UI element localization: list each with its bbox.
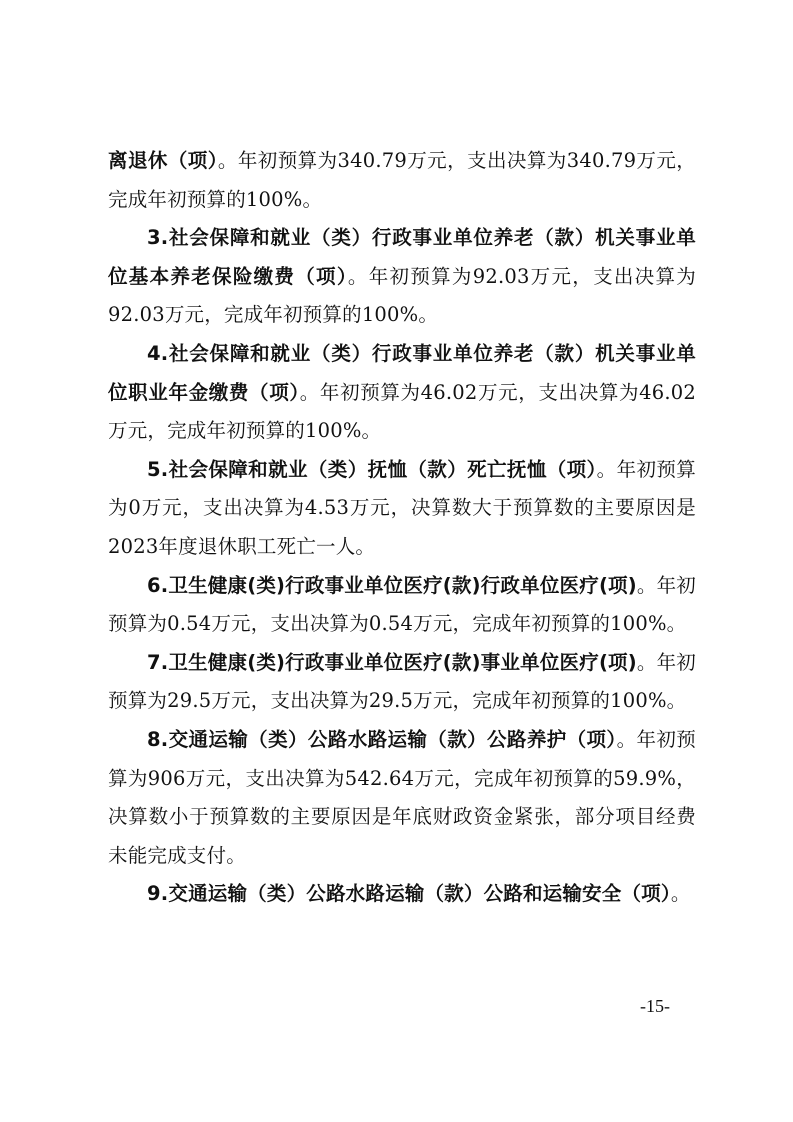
paragraph-text: 。年初预算为46.02万元，支出决算为46.02万元，完成年初预算的100%。 [108, 380, 696, 443]
paragraph-text: 。年初预算为92.03万元，支出决算为92.03万元，完成年初预算的100%。 [108, 264, 696, 327]
paragraph-item-4 [108, 335, 696, 451]
paragraph-text: 。年初预算为906万元，支出决算为542.64万元，完成年初预算的59.9%，决算数小于预算数的主要原因是年底财政资金紧张，部分项目经费未能完成支付。 [108, 727, 696, 867]
page-number: -15- [640, 996, 670, 1016]
paragraph-heading: 9.交通运输（类）公路水路运输（款）公路和运输安全（项） [147, 882, 671, 906]
paragraph-text: 。年初预算为0万元，支出决算为4.53万元，决算数大于预算数的主要原因是2023年度退休职工死亡一人。 [108, 457, 696, 558]
paragraph-heading: 4.社会保障和就业（类）行政事业单位养老（款）机关事业单位职业年金缴费（项） [108, 341, 696, 404]
document-body [108, 142, 696, 914]
paragraph-heading: 8.交通运输（类）公路水路运输（款）公路养护（项） [147, 727, 617, 751]
paragraph-item-6 [108, 567, 696, 644]
paragraph-item-9 [108, 875, 696, 914]
paragraph-text: 。年初预算为340.79万元，支出决算为340.79万元，完成年初预算的100%。 [108, 149, 697, 211]
paragraph-heading: 7.卫生健康(类)行政事业单位医疗(款)事业单位医疗(项) [147, 650, 637, 674]
paragraph-heading: 6.卫生健康(类)行政事业单位医疗(款)行政单位医疗(项) [147, 573, 637, 597]
paragraph-text: 。年初预算为0.54万元，支出决算为0.54万元，完成年初预算的100%。 [108, 573, 697, 636]
paragraph-item-5 [108, 451, 696, 567]
paragraph-heading: 3.社会保障和就业（类）行政事业单位养老（款）机关事业单位基本养老保险缴费（项） [108, 226, 696, 288]
paragraph-item-7 [108, 644, 696, 721]
paragraph-heading: 离退休（项） [108, 149, 218, 172]
paragraph-heading: 5.社会保障和就业（类）抚恤（款）死亡抚恤（项） [147, 457, 597, 481]
paragraph-text: 。 [670, 882, 691, 906]
paragraph-item-3 [108, 219, 696, 335]
paragraph-text: 。年初预算为29.5万元，支出决算为29.5万元，完成年初预算的100%。 [108, 650, 697, 713]
paragraph-item-8 [108, 721, 696, 875]
paragraph-continued-retirement [108, 142, 696, 219]
